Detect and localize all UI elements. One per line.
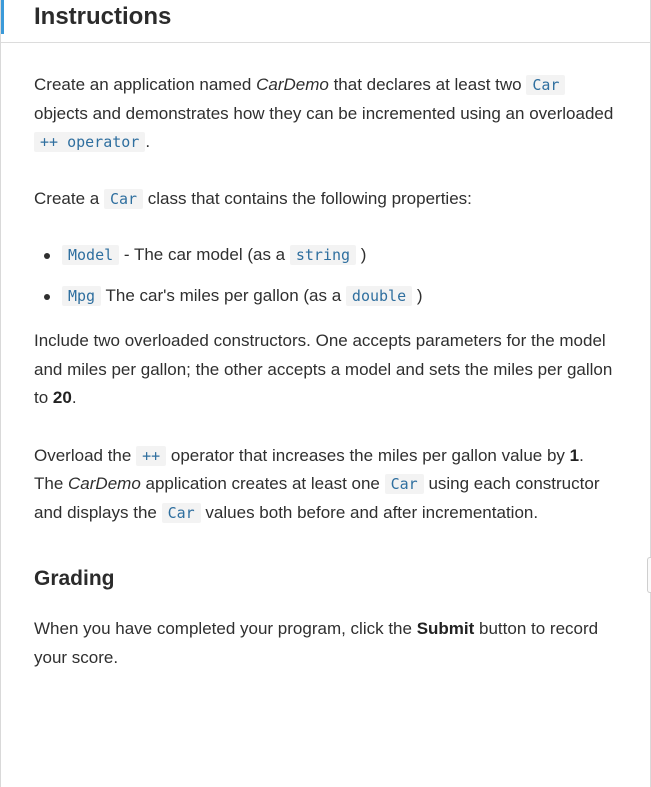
constructors-paragraph bbox=[34, 327, 617, 413]
inline-code: Car bbox=[104, 189, 143, 209]
inline-code: Model bbox=[62, 245, 119, 265]
text: that declares at least two bbox=[328, 75, 527, 94]
class-paragraph bbox=[34, 185, 617, 214]
grading-heading: Grading bbox=[34, 567, 115, 590]
text: ) bbox=[416, 286, 423, 305]
text: When you have completed your program, click the bbox=[34, 619, 417, 638]
text: Overload the bbox=[34, 445, 137, 465]
text: button to record your score. bbox=[34, 619, 599, 667]
inline-code: Car bbox=[385, 474, 424, 494]
instructions-content bbox=[1, 43, 650, 672]
text: . bbox=[71, 388, 77, 407]
bold-value: 1 bbox=[569, 445, 580, 465]
property-list bbox=[34, 241, 617, 310]
grading-paragraph bbox=[34, 615, 617, 672]
header-accent-bar bbox=[1, 0, 4, 34]
text: objects and demonstrates how they can be incremented using an overloaded bbox=[34, 103, 614, 123]
bold-value: 20 bbox=[52, 388, 72, 407]
overload-paragraph bbox=[34, 442, 617, 528]
text: ) bbox=[360, 245, 367, 264]
inline-code: string bbox=[290, 245, 356, 265]
submit-reference: Submit bbox=[416, 619, 475, 638]
app-name: CarDemo bbox=[256, 75, 329, 94]
text: application creates at least one bbox=[140, 474, 385, 493]
text: - The car model (as a bbox=[119, 245, 290, 264]
text: Create a bbox=[34, 188, 104, 208]
app-name: CarDemo bbox=[68, 474, 141, 493]
text: using each constructor and displays the bbox=[34, 474, 600, 522]
list-item bbox=[55, 282, 617, 310]
inline-code: ++ bbox=[136, 446, 166, 466]
text: Include two overloaded constructors. One accepts parameters for the model and miles per gallon; the other accepts a model and sets the miles per gallon to bbox=[34, 331, 613, 407]
inline-code: Mpg bbox=[62, 286, 101, 306]
instructions-header bbox=[1, 0, 650, 43]
list-item bbox=[55, 241, 617, 269]
text: operator that increases the miles per gallon value by bbox=[170, 445, 570, 465]
page-title: Instructions bbox=[34, 3, 172, 30]
text: values both before and after incrementation. bbox=[205, 502, 539, 522]
inline-code: ++ operator bbox=[34, 132, 145, 152]
inline-code: Car bbox=[526, 75, 565, 95]
text: Create an application named bbox=[34, 75, 257, 94]
text: class that contains the following properties: bbox=[147, 188, 472, 208]
inline-code: Car bbox=[162, 503, 201, 523]
inline-code: double bbox=[346, 286, 412, 306]
intro-paragraph bbox=[34, 71, 617, 157]
text: . The bbox=[34, 445, 584, 493]
text: The car's miles per gallon (as a bbox=[105, 286, 346, 305]
resize-handle[interactable] bbox=[647, 557, 651, 593]
text: . bbox=[145, 132, 151, 151]
